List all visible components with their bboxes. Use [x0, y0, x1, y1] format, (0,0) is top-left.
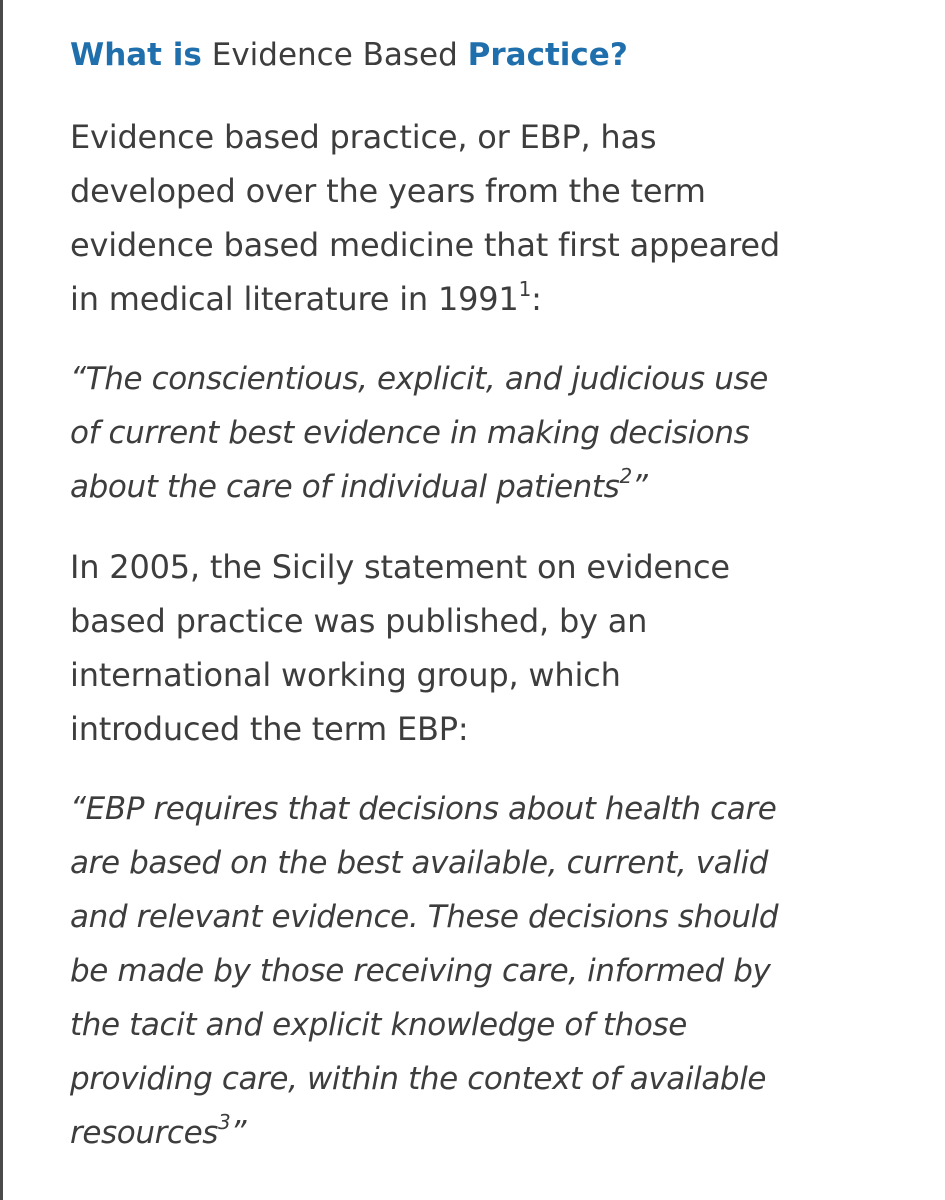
heading-what-is: What is [70, 37, 202, 73]
heading-practice: Practice? [467, 37, 628, 73]
quote-line: be made by those receiving care, informed by [70, 953, 771, 989]
quote-line: of current best evidence in making decisions [70, 415, 750, 451]
intro-paragraph [70, 110, 920, 326]
sicily-paragraph [70, 540, 920, 756]
quote-line-text: about the care of individual patients [70, 469, 620, 505]
quote-close-mark: ” [631, 469, 648, 505]
paragraph-line-tail: : [531, 280, 542, 318]
quote-line [70, 460, 920, 514]
quote-line: and relevant evidence. These decisions should [70, 899, 779, 935]
quote-line-text: resources [70, 1115, 218, 1151]
heading-evidence-based: Evidence Based [201, 37, 468, 73]
footnote-ref-3[interactable]: 3 [218, 1110, 231, 1134]
paragraph-line: In 2005, the Sicily statement on evidence [70, 548, 730, 586]
paragraph-line: evidence based medicine that first appeared [70, 226, 780, 264]
quote-line: the tacit and explicit knowledge of those [70, 1007, 687, 1043]
footnote-ref-1[interactable]: 1 [518, 277, 532, 301]
paragraph-line: developed over the years from the term [70, 172, 706, 210]
paragraph-line: introduced the term EBP: [70, 710, 469, 748]
paragraph-line: based practice was published, by an [70, 602, 648, 640]
ebp-definition-quote [70, 782, 920, 1160]
quote-close-mark: ” [230, 1115, 246, 1151]
quote-line: are based on the best available, current, valid [70, 845, 769, 881]
left-border-rule [0, 0, 3, 1200]
quote-line [70, 1106, 920, 1160]
footnote-ref-2[interactable]: 2 [619, 464, 632, 488]
paragraph-line [70, 272, 920, 326]
paragraph-line: Evidence based practice, or EBP, has [70, 118, 657, 156]
ebm-definition-quote [70, 352, 920, 514]
paragraph-line: international working group, which [70, 656, 621, 694]
quote-line: “The conscientious, explicit, and judicious use [70, 361, 768, 397]
article-content [70, 28, 920, 1186]
quote-line: providing care, within the context of available [70, 1061, 767, 1097]
section-heading [70, 28, 920, 82]
paragraph-line-text: in medical literature in 1991 [70, 280, 519, 318]
quote-line: “EBP requires that decisions about health care [70, 791, 777, 827]
